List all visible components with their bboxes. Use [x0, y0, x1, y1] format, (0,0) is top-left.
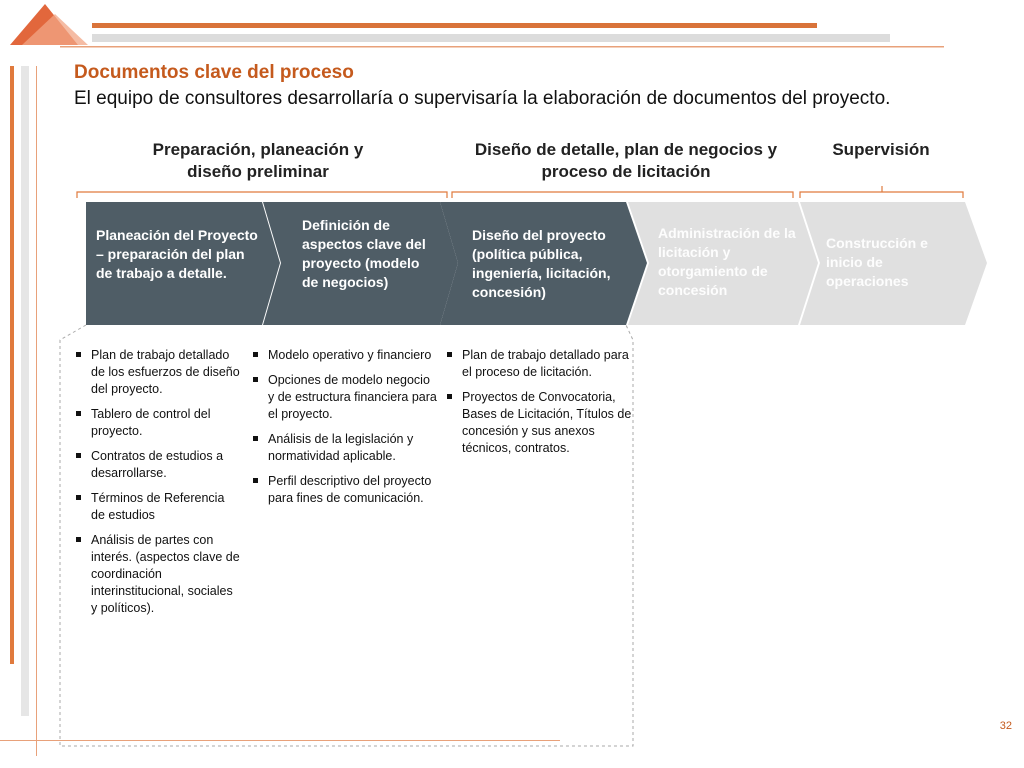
list-item: Análisis de la legislación y normatividad aplicable. — [251, 431, 437, 465]
list-item: Perfil descriptivo del proyecto para fines de comunicación. — [251, 473, 437, 507]
list-item: Plan de trabajo detallado para el proceso de licitación. — [445, 347, 633, 381]
column-1-list — [74, 347, 240, 625]
phase-heading-design: Diseño de detalle, plan de negocios y proceso de licitación — [474, 140, 778, 181]
list-item: Contratos de estudios a desarrollarse. — [74, 448, 240, 482]
page-title: Documentos clave del proceso — [74, 62, 354, 83]
column-3-list — [445, 347, 633, 465]
list-item: Tablero de control del proyecto. — [74, 406, 240, 440]
page-subtitle: El equipo de consultores desarrollaría o supervisaría la elaboración de documentos del proyecto. — [74, 88, 891, 109]
column-2-list — [251, 347, 437, 515]
step-5-label: Construcción e inicio de operaciones — [826, 235, 928, 289]
step-3-label: Diseño del proyecto (política pública, ingeniería, licitación, concesión) — [472, 227, 611, 300]
list-item: Opciones de modelo negocio y de estructura financiera para el proyecto. — [251, 372, 437, 423]
list-item: Plan de trabajo detallado de los esfuerzos de diseño del proyecto. — [74, 347, 240, 398]
list-item: Proyectos de Convocatoria, Bases de Licitación, Títulos de concesión y sus anexos técnicos, contratos. — [445, 389, 633, 457]
step-2-label: Definición de aspectos clave del proyecto (modelo de negocios) — [302, 217, 426, 290]
list-item: Modelo operativo y financiero — [251, 347, 437, 364]
step-1-label: Planeación del Proyecto – preparación del plan de trabajo a detalle. — [96, 227, 258, 281]
list-item: Análisis de partes con interés. (aspectos clave de coordinación interinstitucional, sociales y políticos). — [74, 532, 240, 617]
step-4-label: Administración de la licitación y otorgamiento de concesión — [658, 225, 796, 298]
phase-heading-preparation: Preparación, planeación y diseño preliminar — [152, 140, 364, 181]
page-number: 32 — [999, 720, 1012, 732]
list-item: Términos de Referencia de estudios — [74, 490, 240, 524]
phase-heading-supervision: Supervisión — [832, 140, 930, 159]
